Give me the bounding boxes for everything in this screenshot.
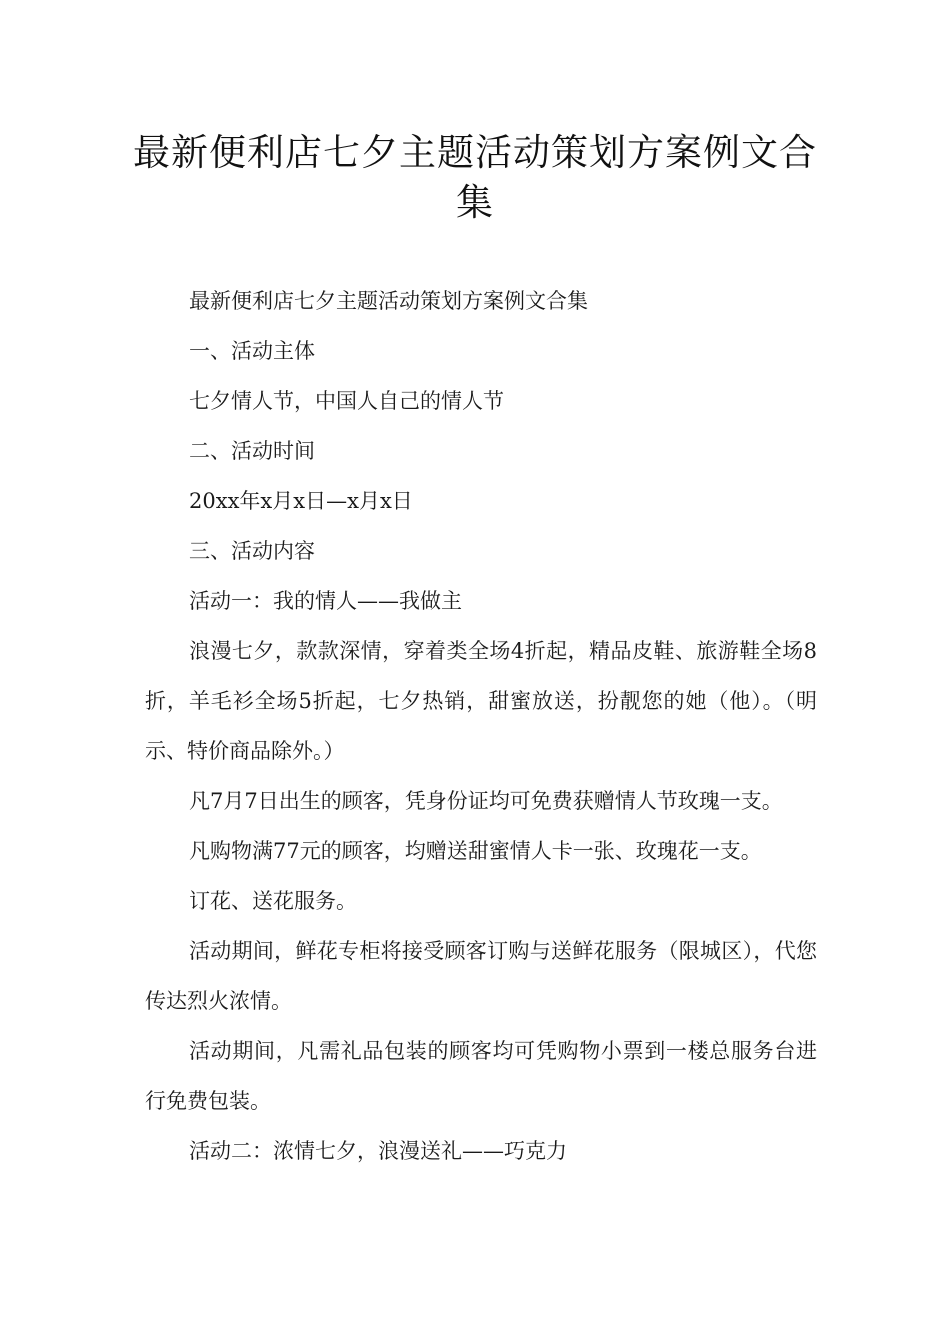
paragraph: 凡7月7日出生的顾客，凭身份证均可免费获赠情人节玫瑰一支。 bbox=[189, 789, 783, 813]
document-title: 最新便利店七夕主题活动策划方案例文合集 bbox=[133, 131, 817, 224]
paragraph: 凡购物满77元的顾客，均赠送甜蜜情人卡一张、玫瑰花一支。 bbox=[189, 839, 762, 863]
paragraph: 七夕情人节，中国人自己的情人节 bbox=[189, 389, 504, 413]
section-heading: 三、活动内容 bbox=[189, 539, 315, 563]
paragraph: 活动期间，凡需礼品包装的顾客均可凭购物小票到一楼总服务台进行免费包装。 bbox=[145, 1039, 817, 1113]
activity-heading: 活动一：我的情人——我做主 bbox=[189, 589, 462, 613]
paragraph: 浪漫七夕，款款深情，穿着类全场4折起，精品皮鞋、旅游鞋全场8折，羊毛衫全场5折起，七夕热销，甜蜜放送，扮靓您的她（他）。（明示、特价商品除外。） bbox=[145, 639, 817, 763]
paragraph: 最新便利店七夕主题活动策划方案例文合集 bbox=[189, 289, 588, 313]
activity-heading: 活动二：浓情七夕，浪漫送礼——巧克力 bbox=[189, 1139, 567, 1163]
paragraph: 活动期间，鲜花专柜将接受顾客订购与送鲜花服务（限城区），代您传达烈火浓情。 bbox=[145, 939, 817, 1013]
paragraph: 订花、送花服务。 bbox=[189, 889, 357, 913]
document-body bbox=[145, 276, 817, 1176]
section-heading: 一、活动主体 bbox=[189, 339, 315, 363]
paragraph: 20xx年x月x日—x月x日 bbox=[189, 489, 413, 513]
section-heading: 二、活动时间 bbox=[189, 439, 315, 463]
